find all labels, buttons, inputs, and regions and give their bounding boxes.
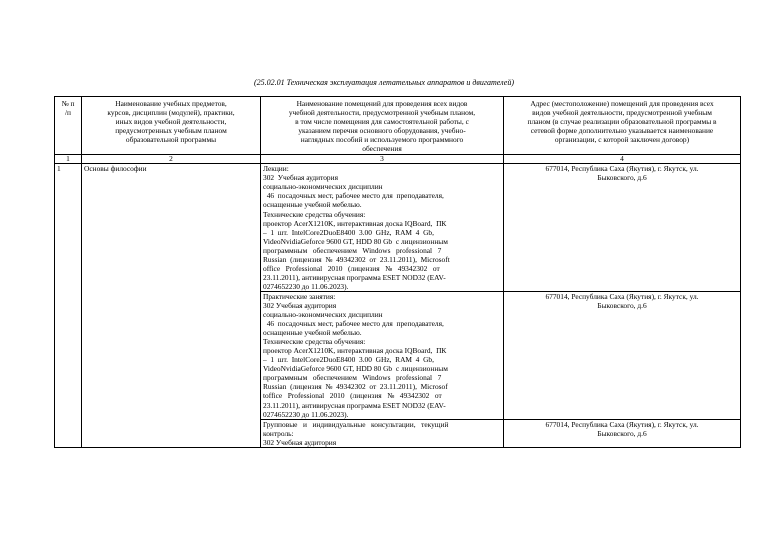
discipline-name: Основы философии [82, 164, 261, 447]
room-text-line: – 1 шт. IntelCore2DuoE8400 3.00 GHz, RAM 4 Gb, [263, 227, 434, 237]
room-text-line: контроль: [263, 428, 294, 438]
room-text-line: социально-экономических дисциплин [263, 182, 383, 192]
header-line: предусмотренных учебным планом [115, 126, 227, 136]
header-line: Наименование помещений для проведения всех видов [296, 99, 468, 108]
header-rooms [261, 97, 504, 155]
room-text-line: 46 посадочных мест, рабочее место для преподавателя, [263, 319, 444, 329]
header-line: курсов, дисциплин (модулей), практики, [107, 108, 235, 118]
header-line: наглядных пособий и используемого программного [300, 135, 464, 145]
room-text-line: программным обеспечением Windows professional 7 [263, 373, 442, 383]
header-line: организации, с которой заключен договор) [554, 135, 690, 145]
address-line: 677014, Республика Саха (Якутия), г. Якутск, ул. [545, 291, 699, 301]
address-line: Быковского, д.6 [597, 428, 647, 438]
room-text-line: – 1 шт. IntelCore2DuoE8400 3.00 GHz, RAM 4 Gb, [263, 355, 434, 365]
room-text-line: 0274652230 до 11.06.2023). [263, 281, 349, 291]
room-text-line: 302 Учебная аудитория [263, 437, 337, 447]
header-line: № п [61, 99, 75, 108]
header-line: /п [64, 108, 71, 118]
header-line: обеспечения [362, 144, 402, 154]
header-line: иных видов учебной деятельности, [115, 117, 227, 127]
header-line: указанием перечня основного оборудования, учебно- [298, 126, 466, 136]
room-text-line: VideoNvidiaGeforce 9600 GT, HDD 80 Gb с лицензионным [263, 236, 448, 246]
header-discipline [82, 97, 261, 155]
address-line: Быковского, д.6 [597, 173, 647, 183]
room-text-line: оснащенные учебной мебелью. [263, 200, 362, 210]
header-line: видов учебной деятельности, предусмотренной учебным [532, 108, 712, 118]
room-text-line: 302 Учебная аудитория [263, 300, 337, 310]
room-text-line: Russian (лицензия № 49342302 от 23.11.2011), Microsof [263, 382, 448, 392]
index-cell: 4 [504, 155, 741, 164]
room-text-line: Russian (лицензия № 49342302 от 23.11.2011), Microsoft [263, 254, 450, 264]
index-cell: 3 [261, 155, 504, 164]
address-cell [504, 291, 741, 419]
header-row [55, 97, 741, 155]
header-line: учебной деятельности, предусмотренной учебным планом, [288, 108, 476, 118]
header-line: в том числе помещения для самостоятельной работы, с [295, 117, 469, 127]
room-text-line: Групповые и индивидуальные консультации, текущий [263, 419, 449, 429]
address-cell [504, 419, 741, 447]
room-text-line: Технические средства обучения: [263, 209, 366, 219]
row-number: 1 [55, 164, 82, 447]
header-address [504, 97, 741, 155]
address-line: 677014, Республика Саха (Якутия), г. Якутск, ул. [545, 164, 699, 174]
room-text-line: toffice Professional 2010 (лицензия № 49342302 от [263, 391, 442, 401]
room-text-line: 23.11.2011), антивирусная программа ESET NOD32 (EAV- [263, 272, 446, 282]
room-text-line: проектор AcerX1210K, интерактивная доска IQBoard, ПК [263, 218, 447, 228]
room-text-line: VideoNvidiaGeforce 9600 GT, HDD 80 Gb с лицензионным [263, 364, 448, 374]
room-text-line: социально-экономических дисциплин [263, 310, 383, 320]
room-text-line: 0274652230 до 11.06.2023). [263, 409, 349, 419]
room-text-line: программным обеспечением Windows professional 7 [263, 245, 442, 255]
header-line: сетевой форме дополнительно указывается наименование [530, 126, 714, 136]
room-text-line: Лекции: [263, 164, 289, 174]
room-cell-practice [261, 291, 504, 419]
index-row [55, 155, 741, 164]
address-line: Быковского, д.6 [597, 300, 647, 310]
room-text-line: 23.11.2011), антивирусная программа ESET NOD32 (EAV- [263, 400, 446, 410]
room-text-line: проектор AcerX1210K, интерактивная доска IQBoard, ПК [263, 346, 447, 356]
room-text-line: 302 Учебная аудитория [263, 173, 338, 183]
header-line: Адрес (местоположение) помещений для проведения всех [530, 99, 714, 108]
table-row [55, 164, 741, 292]
room-text-line: оснащенные учебной мебелью. [263, 328, 362, 338]
header-line: Наименование учебных предметов, [115, 99, 227, 108]
address-line: 677014, Республика Саха (Якутия), г. Якутск, ул. [545, 419, 699, 429]
equipment-table [54, 96, 741, 448]
room-cell-consultations [261, 419, 504, 447]
header-line: планом (в случае реализации образовательной программы в [527, 117, 717, 127]
header-number [55, 97, 82, 155]
header-line: образовательной программы [125, 135, 217, 145]
index-cell: 2 [82, 155, 261, 164]
document-heading: (25.02.01 Техническая эксплуатация летательных аппаратов и двигателей) [253, 78, 515, 87]
room-text-line: Технические средства обучения: [263, 337, 366, 347]
index-cell: 1 [55, 155, 82, 164]
room-text-line: Практические занятия: [263, 291, 336, 301]
room-text-line: 46 посадочных мест, рабочее место для преподавателя, [263, 191, 444, 201]
room-cell-lectures [261, 164, 504, 292]
address-cell [504, 164, 741, 292]
room-text-line: office Professional 2010 (лицензия № 49342302 от [263, 263, 440, 273]
